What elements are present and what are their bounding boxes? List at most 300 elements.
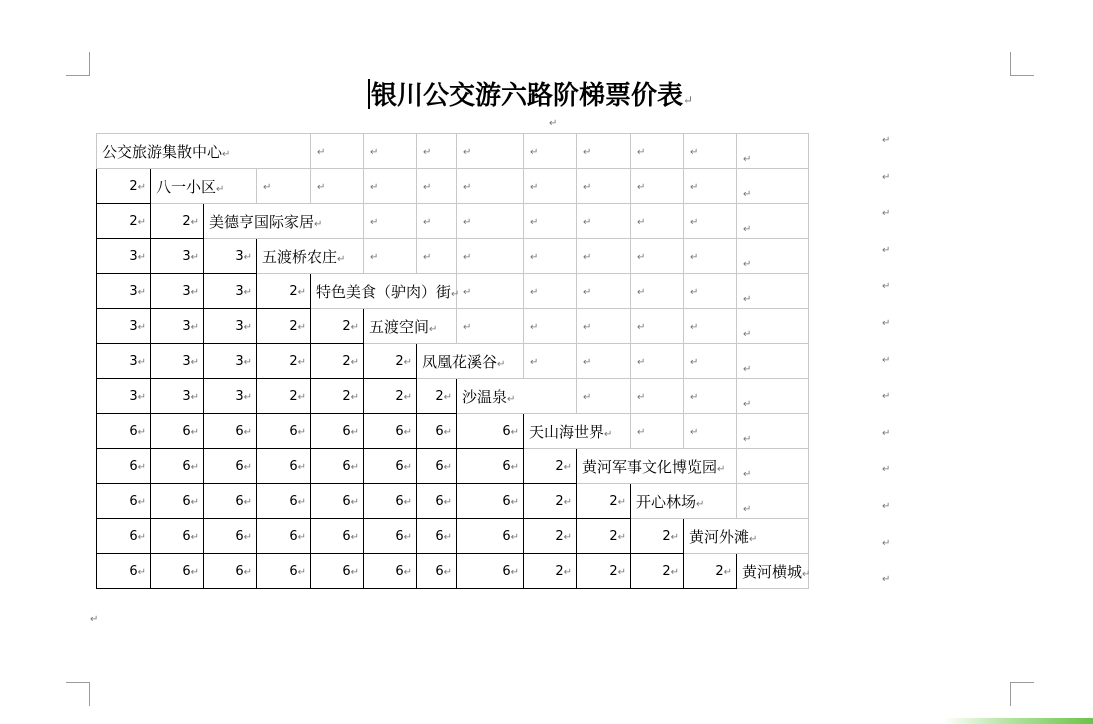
fare-cell[interactable]: [457, 554, 524, 589]
cell-end-mark: ↵: [403, 566, 413, 578]
empty-cell[interactable]: [577, 239, 631, 274]
cell-end-mark: ↵: [190, 321, 199, 333]
fare-cell[interactable]: [97, 414, 151, 449]
fare-row: [97, 169, 809, 204]
fare-cell[interactable]: [524, 484, 577, 519]
empty-cell[interactable]: [684, 239, 737, 274]
cell-end-mark: ↵: [429, 323, 438, 335]
fare-value: 6: [342, 528, 351, 544]
empty-cell[interactable]: [684, 274, 737, 309]
cell-end-mark: ↵: [743, 364, 752, 375]
fare-row: [97, 134, 809, 169]
empty-cell[interactable]: [524, 169, 577, 204]
stop-name: 五渡桥农庄: [262, 247, 338, 266]
fare-cell[interactable]: [524, 554, 577, 589]
fare-cell[interactable]: [97, 449, 151, 484]
fare-value: 6: [235, 458, 244, 474]
fare-cell[interactable]: [364, 379, 417, 414]
fare-value: 6: [435, 423, 444, 439]
fare-cell[interactable]: [204, 309, 257, 344]
fare-row: [97, 309, 809, 344]
fare-cell[interactable]: [204, 379, 257, 414]
stop-name-cell[interactable]: [151, 169, 257, 204]
empty-cell[interactable]: [524, 239, 577, 274]
fare-row: [97, 204, 809, 239]
fare-cell[interactable]: [364, 484, 417, 519]
fare-cell[interactable]: [311, 484, 364, 519]
empty-cell[interactable]: [631, 239, 684, 274]
empty-cell[interactable]: [577, 169, 631, 204]
empty-cell[interactable]: [457, 239, 524, 274]
cell-end-mark: ↵: [443, 461, 453, 473]
fare-row: [97, 414, 809, 449]
cell-end-mark: ↵: [137, 356, 146, 368]
fare-cell[interactable]: [311, 379, 364, 414]
cell-end-mark: ↵: [583, 287, 592, 298]
fare-cell[interactable]: [311, 344, 364, 379]
fare-value: 6: [342, 563, 351, 579]
fare-cell[interactable]: [151, 309, 204, 344]
cell-end-mark: ↵: [637, 427, 646, 438]
stop-name: 沙温泉: [462, 387, 508, 406]
cell-end-mark: ↵: [637, 147, 646, 158]
cell-end-mark: ↵: [510, 566, 520, 578]
fare-cell[interactable]: [524, 449, 577, 484]
fare-value: 6: [502, 423, 511, 439]
fare-cell[interactable]: [311, 414, 364, 449]
fare-cell[interactable]: [204, 554, 257, 589]
fare-cell[interactable]: [364, 414, 417, 449]
cell-end-mark: ↵: [423, 182, 432, 193]
fare-cell[interactable]: [97, 379, 151, 414]
cell-end-mark: ↵: [350, 496, 360, 508]
cell-end-mark: ↵: [190, 251, 199, 263]
cell-end-mark: ↵: [530, 217, 539, 228]
empty-cell[interactable]: [631, 379, 684, 414]
empty-cell[interactable]: [417, 204, 457, 239]
cell-end-mark: ↵: [403, 461, 413, 473]
cell-end-mark: ↵: [802, 568, 811, 580]
fare-cell[interactable]: [257, 449, 311, 484]
fare-value: 2: [289, 353, 298, 369]
cell-end-mark: ↵: [690, 392, 699, 403]
fare-value: 6: [502, 528, 511, 544]
stop-name-cell[interactable]: [737, 554, 809, 589]
fare-value: 6: [129, 458, 138, 474]
fare-cell[interactable]: [151, 204, 204, 239]
fare-value: 2: [715, 563, 724, 579]
fare-value: 2: [182, 213, 191, 229]
row-end-mark: ↵: [882, 537, 891, 549]
cell-end-mark: ↵: [137, 251, 146, 263]
empty-cell[interactable]: [737, 449, 809, 484]
fare-cell[interactable]: [417, 519, 457, 554]
fare-cell[interactable]: [417, 449, 457, 484]
fare-cell[interactable]: [97, 344, 151, 379]
fare-cell[interactable]: [577, 484, 631, 519]
empty-cell[interactable]: [577, 309, 631, 344]
fare-cell[interactable]: [417, 484, 457, 519]
empty-cell[interactable]: [417, 169, 457, 204]
fare-value: 2: [662, 563, 671, 579]
document-title[interactable]: [368, 76, 740, 116]
cell-end-mark: ↵: [637, 357, 646, 368]
cell-end-mark: ↵: [637, 252, 646, 263]
cell-end-mark: ↵: [243, 286, 252, 298]
cell-end-mark: ↵: [137, 216, 146, 228]
empty-cell[interactable]: [631, 169, 684, 204]
stop-name: 开心林场: [636, 492, 697, 511]
cell-end-mark: ↵: [563, 496, 573, 508]
fare-value: 6: [435, 458, 444, 474]
stop-name-cell[interactable]: [364, 309, 457, 344]
empty-cell[interactable]: [737, 274, 809, 309]
cell-end-mark: ↵: [690, 427, 699, 438]
fare-cell[interactable]: [417, 554, 457, 589]
fare-value: 2: [395, 353, 404, 369]
stop-name-cell[interactable]: [97, 134, 311, 169]
cell-end-mark: ↵: [563, 531, 573, 543]
empty-cell[interactable]: [684, 204, 737, 239]
fare-cell[interactable]: [151, 554, 204, 589]
cell-end-mark: ↵: [743, 399, 752, 410]
empty-cell[interactable]: [524, 204, 577, 239]
empty-cell[interactable]: [631, 414, 684, 449]
fare-cell[interactable]: [457, 414, 524, 449]
fare-cell[interactable]: [257, 379, 311, 414]
cell-end-mark: ↵: [749, 533, 758, 545]
empty-cell[interactable]: [631, 309, 684, 344]
empty-cell[interactable]: [684, 134, 737, 169]
empty-cell[interactable]: [457, 204, 524, 239]
fare-value: 6: [342, 423, 351, 439]
cell-end-mark: ↵: [690, 147, 699, 158]
empty-cell[interactable]: [684, 379, 737, 414]
empty-cell[interactable]: [737, 169, 809, 204]
cell-end-mark: ↵: [137, 391, 146, 403]
fare-cell[interactable]: [257, 414, 311, 449]
cell-end-mark: ↵: [243, 566, 252, 578]
empty-cell[interactable]: [311, 169, 364, 204]
cell-end-mark: ↵: [423, 252, 432, 263]
empty-cell[interactable]: [737, 134, 809, 169]
cell-end-mark: ↵: [443, 391, 453, 403]
row-end-mark: ↵: [882, 427, 891, 439]
fare-cell[interactable]: [364, 519, 417, 554]
fare-cell[interactable]: [204, 274, 257, 309]
row-end-mark: ↵: [882, 171, 891, 183]
cell-end-mark: ↵: [510, 426, 520, 438]
empty-cell[interactable]: [577, 344, 631, 379]
fare-cell[interactable]: [311, 309, 364, 344]
cell-end-mark: ↵: [743, 329, 752, 340]
fare-cell[interactable]: [97, 239, 151, 274]
fare-cell[interactable]: [151, 344, 204, 379]
empty-cell[interactable]: [257, 169, 311, 204]
empty-cell[interactable]: [737, 414, 809, 449]
empty-cell[interactable]: [737, 239, 809, 274]
fare-row: [97, 554, 809, 589]
empty-cell[interactable]: [364, 134, 417, 169]
fare-cell[interactable]: [311, 554, 364, 589]
empty-cell[interactable]: [311, 134, 364, 169]
fare-value: 3: [129, 248, 138, 264]
cell-end-mark: ↵: [696, 498, 705, 510]
row-end-mark: ↵: [882, 574, 891, 586]
paragraph-mark: ↵: [683, 93, 694, 107]
fare-value: 6: [395, 528, 404, 544]
fare-table: [96, 133, 809, 589]
cell-end-mark: ↵: [297, 426, 307, 438]
fare-value: 3: [235, 353, 244, 369]
cell-end-mark: ↵: [190, 426, 199, 438]
fare-cell[interactable]: [457, 519, 524, 554]
fare-cell[interactable]: [151, 414, 204, 449]
fare-cell[interactable]: [97, 519, 151, 554]
cell-end-mark: ↵: [297, 391, 307, 403]
fare-cell[interactable]: [204, 449, 257, 484]
empty-cell[interactable]: [364, 204, 417, 239]
fare-value: 6: [289, 563, 298, 579]
cell-end-mark: ↵: [690, 217, 699, 228]
empty-cell[interactable]: [737, 344, 809, 379]
cell-end-mark: ↵: [403, 356, 413, 368]
fare-cell[interactable]: [204, 239, 257, 274]
empty-cell[interactable]: [737, 309, 809, 344]
empty-cell[interactable]: [457, 134, 524, 169]
fare-cell[interactable]: [97, 274, 151, 309]
empty-cell[interactable]: [631, 204, 684, 239]
fare-cell[interactable]: [311, 449, 364, 484]
fare-cell[interactable]: [151, 239, 204, 274]
fare-value: 2: [609, 493, 618, 509]
cell-end-mark: ↵: [243, 496, 252, 508]
empty-cell[interactable]: [631, 134, 684, 169]
fare-value: 6: [502, 458, 511, 474]
cell-end-mark: ↵: [530, 287, 539, 298]
fare-cell[interactable]: [97, 484, 151, 519]
empty-cell[interactable]: [524, 309, 577, 344]
empty-cell[interactable]: [457, 309, 524, 344]
cell-end-mark: ↵: [463, 252, 472, 263]
fare-value: 2: [342, 318, 351, 334]
fare-cell[interactable]: [151, 449, 204, 484]
fare-value: 6: [502, 563, 511, 579]
empty-cell[interactable]: [364, 169, 417, 204]
cell-end-mark: ↵: [743, 189, 752, 200]
stop-name-cell[interactable]: [684, 519, 809, 554]
empty-cell[interactable]: [577, 134, 631, 169]
fare-value: 6: [435, 528, 444, 544]
empty-cell[interactable]: [737, 484, 809, 519]
fare-cell[interactable]: [524, 519, 577, 554]
empty-cell[interactable]: [684, 344, 737, 379]
cell-end-mark: ↵: [137, 286, 146, 298]
stop-name-cell[interactable]: [457, 379, 577, 414]
empty-cell[interactable]: [524, 134, 577, 169]
cell-end-mark: ↵: [637, 182, 646, 193]
fare-cell[interactable]: [364, 554, 417, 589]
empty-cell[interactable]: [364, 239, 417, 274]
empty-cell[interactable]: [631, 344, 684, 379]
cell-end-mark: ↵: [617, 566, 627, 578]
fare-cell[interactable]: [257, 484, 311, 519]
row-end-mark: ↵: [882, 281, 891, 293]
cell-end-mark: ↵: [297, 496, 307, 508]
fare-cell[interactable]: [257, 309, 311, 344]
title-text: 银川公交游六路阶梯票价表: [371, 81, 684, 111]
stop-name-cell[interactable]: [577, 449, 737, 484]
empty-cell[interactable]: [684, 309, 737, 344]
stop-name-cell[interactable]: [524, 414, 631, 449]
fare-cell[interactable]: [257, 519, 311, 554]
cell-end-mark: ↵: [690, 252, 699, 263]
cell-end-mark: ↵: [510, 461, 520, 473]
fare-cell[interactable]: [151, 379, 204, 414]
empty-cell[interactable]: [737, 379, 809, 414]
fare-cell[interactable]: [97, 554, 151, 589]
crop-mark-top-right-v: [1010, 52, 1011, 76]
cell-end-mark: ↵: [690, 287, 699, 298]
fare-cell[interactable]: [151, 484, 204, 519]
fare-value: 2: [609, 528, 618, 544]
cell-end-mark: ↵: [243, 531, 252, 543]
stop-name-cell[interactable]: [257, 239, 364, 274]
cell-end-mark: ↵: [690, 322, 699, 333]
cell-end-mark: ↵: [190, 356, 199, 368]
fare-cell[interactable]: [311, 519, 364, 554]
stop-name: 特色美食（驴肉）街: [316, 282, 452, 301]
cell-end-mark: ↵: [370, 252, 379, 263]
stop-name: 凤凰花溪谷: [422, 352, 498, 371]
fare-cell[interactable]: [97, 309, 151, 344]
cell-end-mark: ↵: [243, 426, 252, 438]
fare-cell[interactable]: [204, 484, 257, 519]
fare-value: 2: [289, 388, 298, 404]
fare-cell[interactable]: [577, 519, 631, 554]
cell-end-mark: ↵: [743, 224, 752, 235]
fare-cell[interactable]: [257, 344, 311, 379]
row-end-mark: ↵: [882, 208, 891, 220]
stop-name-cell[interactable]: [311, 274, 460, 309]
fare-value: 6: [129, 493, 138, 509]
fare-cell[interactable]: [257, 274, 311, 309]
fare-value: 6: [129, 528, 138, 544]
fare-row: [97, 379, 809, 414]
fare-value: 6: [235, 563, 244, 579]
fare-cell[interactable]: [97, 169, 151, 204]
empty-cell[interactable]: [457, 274, 524, 309]
cell-end-mark: ↵: [243, 461, 252, 473]
fare-value: 6: [289, 423, 298, 439]
cell-end-mark: ↵: [222, 148, 231, 160]
fare-cell[interactable]: [364, 449, 417, 484]
cell-end-mark: ↵: [510, 531, 520, 543]
cell-end-mark: ↵: [314, 218, 323, 230]
cell-end-mark: ↵: [297, 286, 307, 298]
row-end-mark: ↵: [882, 391, 891, 403]
fare-value: 3: [235, 248, 244, 264]
cell-end-mark: ↵: [317, 147, 326, 158]
fare-value: 6: [182, 493, 191, 509]
fare-value: 2: [555, 528, 564, 544]
empty-cell[interactable]: [577, 274, 631, 309]
fare-cell[interactable]: [364, 344, 417, 379]
fare-cell[interactable]: [257, 554, 311, 589]
fare-cell[interactable]: [684, 554, 737, 589]
empty-cell[interactable]: [524, 344, 577, 379]
cell-end-mark: ↵: [403, 531, 413, 543]
cell-end-mark: ↵: [297, 356, 307, 368]
empty-cell[interactable]: [524, 274, 577, 309]
empty-cell[interactable]: [631, 274, 684, 309]
fare-value: 6: [435, 563, 444, 579]
cell-end-mark: ↵: [463, 287, 472, 298]
fare-cell[interactable]: [204, 414, 257, 449]
fare-row: [97, 519, 809, 554]
empty-cell[interactable]: [684, 414, 737, 449]
fare-value: 2: [662, 528, 671, 544]
fare-value: 6: [182, 563, 191, 579]
fare-cell[interactable]: [204, 344, 257, 379]
empty-cell[interactable]: [684, 169, 737, 204]
cell-end-mark: ↵: [216, 183, 225, 195]
fare-cell[interactable]: [204, 519, 257, 554]
row-end-mark: ↵: [882, 464, 891, 476]
stop-name-cell[interactable]: [631, 484, 737, 519]
cell-end-mark: ↵: [263, 182, 272, 193]
fare-cell[interactable]: [457, 449, 524, 484]
cell-end-mark: ↵: [137, 566, 146, 578]
fare-value: 6: [435, 493, 444, 509]
fare-row: [97, 449, 809, 484]
cell-end-mark: ↵: [403, 496, 413, 508]
cell-end-mark: ↵: [350, 426, 360, 438]
cell-end-mark: ↵: [297, 566, 307, 578]
fare-cell[interactable]: [577, 554, 631, 589]
stop-name: 八一小区: [156, 177, 217, 196]
cell-end-mark: ↵: [583, 392, 592, 403]
fare-cell[interactable]: [417, 379, 457, 414]
empty-cell[interactable]: [417, 239, 457, 274]
empty-cell[interactable]: [417, 134, 457, 169]
stop-name: 天山海世界: [529, 422, 605, 441]
fare-value: 2: [435, 388, 444, 404]
empty-cell[interactable]: [457, 169, 524, 204]
empty-cell[interactable]: [577, 204, 631, 239]
cell-end-mark: ↵: [423, 147, 432, 158]
cell-end-mark: ↵: [563, 461, 573, 473]
fare-cell[interactable]: [97, 204, 151, 239]
stop-name-cell[interactable]: [204, 204, 364, 239]
empty-cell[interactable]: [737, 204, 809, 239]
paragraph-mark: ↵: [90, 614, 99, 625]
fare-cell[interactable]: [151, 274, 204, 309]
fare-cell[interactable]: [151, 519, 204, 554]
cell-end-mark: ↵: [350, 531, 360, 543]
fare-value: 2: [289, 318, 298, 334]
cell-end-mark: ↵: [604, 428, 613, 440]
fare-cell[interactable]: [457, 484, 524, 519]
stop-name-cell[interactable]: [417, 344, 524, 379]
fare-cell[interactable]: [631, 519, 684, 554]
fare-cell[interactable]: [631, 554, 684, 589]
fare-cell[interactable]: [417, 414, 457, 449]
empty-cell[interactable]: [577, 379, 631, 414]
row-end-mark: ↵: [882, 244, 891, 256]
fare-value: 2: [395, 388, 404, 404]
fare-value: 2: [289, 283, 298, 299]
